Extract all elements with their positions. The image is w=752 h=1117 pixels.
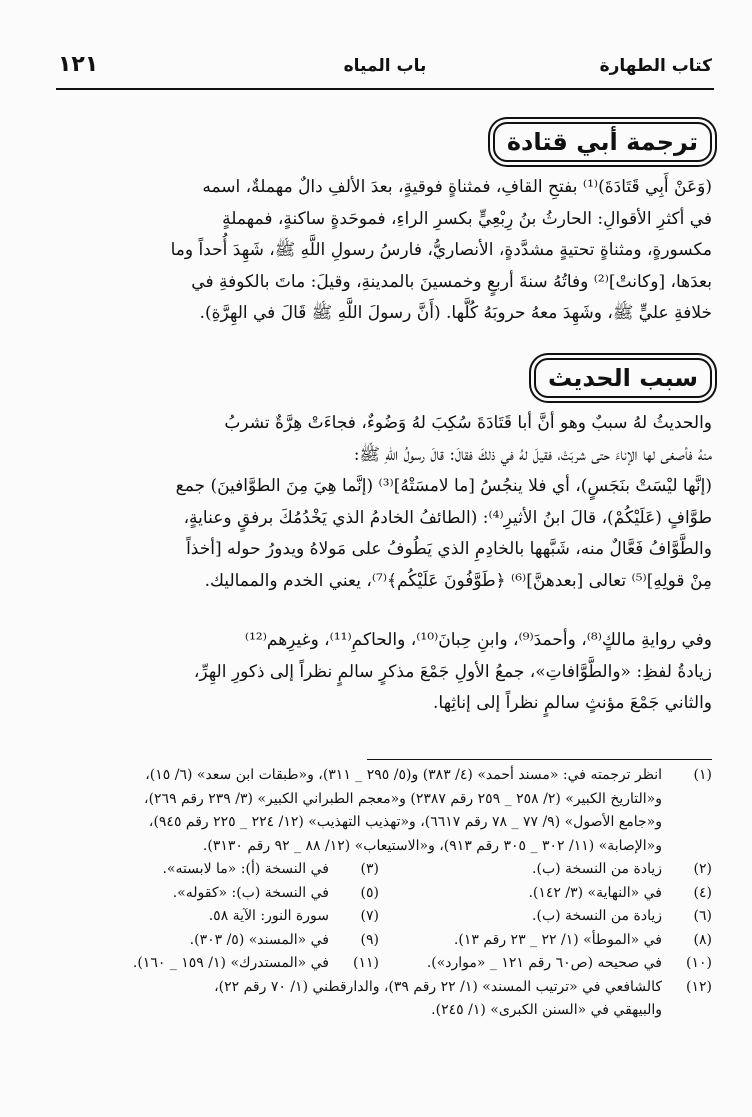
text-line: بعدَها، [وكانتْ]⁽²⁾ وفاتُهُ سنةَ أربعٍ وخمسينَ بالمدينةِ، وقيلَ: ماتَ بالكوفةِ في [191, 271, 712, 292]
footnote-text: في «المستدرك» (١/ ١٥٩ _ ١٦٠). [132, 955, 329, 971]
text-line: زيادةُ لفظِ: «والطَّوَّافاتِ»، جمعُ الأولِ جَمْعَ مذكرٍ سالمٍ نظراً إلى ذكورِ الهِرِّ، [193, 661, 712, 682]
page-number: ١٢١ [58, 52, 99, 77]
footnote-line: انظر ترجمته في: «مسند أحمد» (٤/ ٣٨٣) و(٥/ ٢٩٥ _ ٣١١)، و«طبقات ابن سعد» (٦/ ١٥)، [145, 767, 662, 783]
biography-paragraph [52, 172, 712, 330]
text-line: في أكثرِ الأقوالِ: الحارثُ بنُ رِبْعِيٍّ بكسرِ الراءِ، فموحَدةٍ ساكنةٍ، فمهملةٍ [222, 208, 712, 229]
footnote-text: زيادة من النسخة (ب). [532, 861, 662, 877]
footnote-text: في النسخة (ب): «كقوله». [172, 884, 329, 901]
footnote-text: في النسخة (أ): «ما لابسته». [162, 861, 329, 877]
text-line: وفي روايةِ مالكٍ⁽⁸⁾، وأحمدَ⁽⁹⁾، وابنِ حِبانَ⁽¹⁰⁾، والحاكمِ⁽¹¹⁾، وغيرِهم⁽¹²⁾ [244, 630, 712, 650]
footnote-number: (١٢) [686, 978, 712, 995]
footnote-text: سورة النور: الآية ٥٨. [208, 908, 329, 924]
footnote-line: والبيهقي في «السنن الكبرى» (١/ ٢٤٥). [431, 1002, 662, 1018]
footnote-pair [46, 929, 712, 953]
text-line: والثاني جَمْعَ مؤنثٍ سالمٍ نظراً إلى إناثِها. [433, 693, 712, 713]
book-title: كتاب الطهارة [599, 56, 712, 76]
page-header [58, 52, 712, 86]
footnote-number: (٢) [693, 861, 712, 877]
text-line: (إنَّها ليْسَتْ بنَجَسٍ)، أي فلا ينجُسُ [ما لامسَتْهُ]⁽³⁾ (إنَّما هِيَ مِنَ الطوَّافينَ) جمع [175, 476, 712, 496]
footnote-line: و«جامع الأصول» (٩/ ٧٧ _ ٧٨ رقم ٦٦١٧)، و«تهذيب التهذيب» (١٢/ ٢٢٤ _ ٢٢٥ رقم ٩٤٥)، [148, 814, 662, 830]
footnote-number: (٣) [360, 861, 379, 877]
text-line: خلافةِ عليٍّ ﷺ، وشَهِدَ معهُ حروبَهُ كُلَّها. (أَنَّ رسولَ اللَّهِ ﷺ قَالَ في الهِرَّةِ). [199, 303, 712, 323]
footnote-number: (١) [693, 767, 712, 783]
footnote-pair [46, 858, 712, 882]
footnotes [46, 764, 712, 1023]
footnote-line: كالشافعي في «ترتيب المسند» (١/ ٢٢ رقم ٣٩)، والدارقطني (١/ ٧٠ رقم ٢٢)، [214, 978, 662, 995]
text-line: مكسورةٍ، ومثناةٍ تحتيةٍ مشدَّدةٍ، الأنصاريُّ، فارسُ رسولِ اللَّهِ ﷺ، شَهِدَ أُحداً وما [170, 240, 712, 260]
footnote-line: و«التاريخ الكبير» (٢/ ٢٥٨ _ ٢٥٩ رقم ٢٣٨٧) و«معجم الطبراني الكبير» (٣/ ٢٣٩ رقم ٢٦٩)، [144, 790, 662, 807]
chapter-title: باب المياه [343, 56, 427, 76]
text-line: والحديثُ لهُ سببٌ وهو أنَّ أبا قَتَادَةَ سُكِبَ لهُ وَضُوءٌ، فجاءَتْ هِرَّةٌ تشربُ [224, 413, 712, 433]
footnote-number: (٨) [693, 931, 712, 948]
footnote-pair [46, 952, 712, 976]
footnote-number: (٩) [360, 931, 379, 948]
text-line: والطَّوَّافُ فَعَّالٌ منه، شَبَّهها بالخادِمِ الذي يَطُوفُ على مَولاهُ ويدورُ حوله [أخذاً [186, 539, 712, 559]
footnote-line: و«الإصابة» (١١/ ٣٠٢ _ ٣٠٥ رقم ٩١٣)، و«الاستيعاب» (١٢/ ٨٨ _ ٩٢ رقم ٣١٣٠). [202, 837, 662, 854]
reason-paragraph [52, 408, 712, 597]
footnote-text: في «المسند» (٥/ ٣٠٣). [189, 931, 329, 948]
footnote-number: (٧) [360, 908, 379, 924]
footnote-number: (٥) [360, 884, 379, 901]
footnote-pair [46, 905, 712, 929]
text-line: طوَّافٍ (عَلَيْكُمْ)، قالَ ابنُ الأثيرِ⁽⁴⁾: (الطائفُ الخادمُ الذي يَخْدُمُكَ برفقٍ وعنايةٍ، [183, 507, 712, 528]
footnote-1 [46, 764, 712, 858]
footnote-pair [46, 882, 712, 906]
footnote-text: زيادة من النسخة (ب). [532, 908, 662, 924]
text-line: مِنْ قولِهِ]⁽⁵⁾ تعالى [بعدهنَّ]⁽⁶⁾ ﴿طَوَّفُونَ عَلَيْكُم﴾⁽⁷⁾، يعني الخدم والمماليك. [204, 570, 712, 591]
footnote-separator [367, 759, 712, 760]
section-heading-reason: سبب الحديث [534, 358, 712, 398]
footnote-number: (٦) [693, 908, 712, 924]
header-rule [56, 88, 714, 90]
footnote-text: في «الموطأ» (١/ ٢٢ _ ٢٣ رقم ١٣). [453, 931, 662, 948]
text-line: منهُ فأصغى لها الإناءَ حتى شربَتْ، فقيلَ لهُ في ذلكَ فقالَ: قالَ رسولُ اللهِ ﷺ: [353, 444, 712, 465]
footnote-number: (١١) [353, 955, 379, 971]
narrations-paragraph [52, 625, 712, 720]
section-heading-biography: ترجمة أبي قتادة [493, 122, 712, 162]
footnote-number: (١٠) [686, 955, 712, 971]
footnote-text: في «النهاية» (٣/ ١٤٢). [528, 884, 662, 901]
footnote-number: (٤) [693, 884, 712, 901]
footnote-text: في صحيحه (ص٦٠ رقم ١٢١ _ «موارد»). [426, 955, 662, 971]
footnote-12 [46, 976, 712, 1023]
text-line: (وَعَنْ أَبِي قَتَادَةَ)⁽¹⁾ بفتحِ القافِ، فمثناةٍ فوقيةٍ، بعدَ الألفِ دالٌ مهملةٌ، اسمه [202, 177, 712, 197]
